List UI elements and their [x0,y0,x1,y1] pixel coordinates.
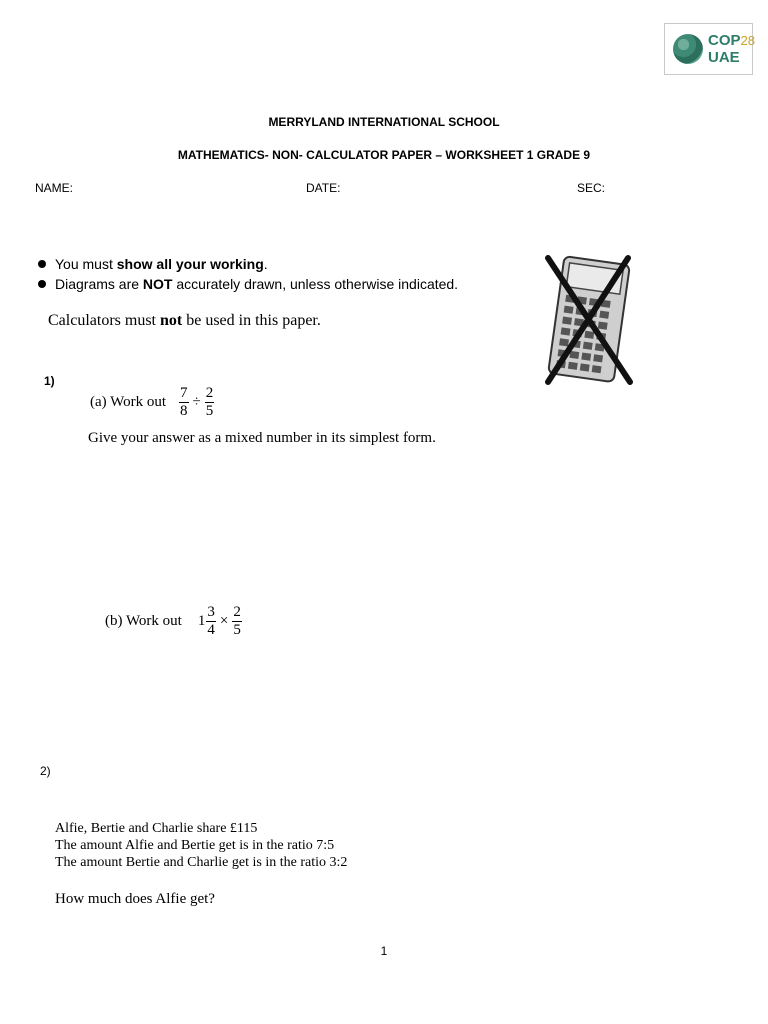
cop28-logo [664,23,753,75]
no-calculator-icon [540,252,636,386]
fraction-2-5: $\frac{2}{5}$ [205,385,214,419]
date-field-label: DATE: [306,181,341,195]
sec-field-label: SEC: [577,181,606,195]
calculator-rule: Calculators must not be used in this paper. [48,312,321,329]
question-2-line-3: The amount Bertie and Charlie get is in the ratio 3:2 [55,855,348,870]
question-1a [90,386,214,419]
fraction-3-4: $\frac{3}{4}$ [207,604,215,638]
question-1b [105,605,242,638]
bullet-icon [38,260,46,268]
fraction-7-8: $\frac{7}{8}$ [180,385,188,419]
fraction-2-5: $\frac{2}{5}$ [233,604,241,638]
question-2-prompt: How much does Alfie get? [55,891,215,907]
question-1b-label: (b) Work out [105,613,182,629]
divide-sign: ÷ [192,394,201,410]
question-1a-label: (a) Work out [90,394,166,410]
question-2-line-1: Alfie, Bertie and Charlie share £115 [55,821,258,836]
school-name: MERRYLAND INTERNATIONAL SCHOOL [268,115,500,129]
logo-line1: COP [708,32,741,49]
mixed-number-whole: 1 [197,613,206,629]
question-1a-instruction: Give your answer as a mixed number in its simplest form. [88,430,436,446]
question-1-number: 1) [44,374,55,388]
bullet-icon [38,280,46,288]
globe-icon [673,34,703,64]
question-2-number: 2) [40,764,51,778]
question-2-line-2: The amount Alfie and Bertie get is in the ratio 7:5 [55,838,335,853]
multiply-sign: × [219,613,229,629]
instruction-show-working: You must show all your working. [38,256,268,272]
logo-line2: UAE [708,49,740,66]
instruction-diagrams: Diagrams are NOT accurately drawn, unless otherwise indicated. [38,276,458,292]
question-2-text [55,820,347,871]
page-number: 1 [380,944,388,958]
name-field-label: NAME: [35,181,74,195]
paper-title: MATHEMATICS- NON- CALCULATOR PAPER – WORKSHEET 1 GRADE 9 [177,148,591,162]
logo-year: 28 [740,33,755,48]
